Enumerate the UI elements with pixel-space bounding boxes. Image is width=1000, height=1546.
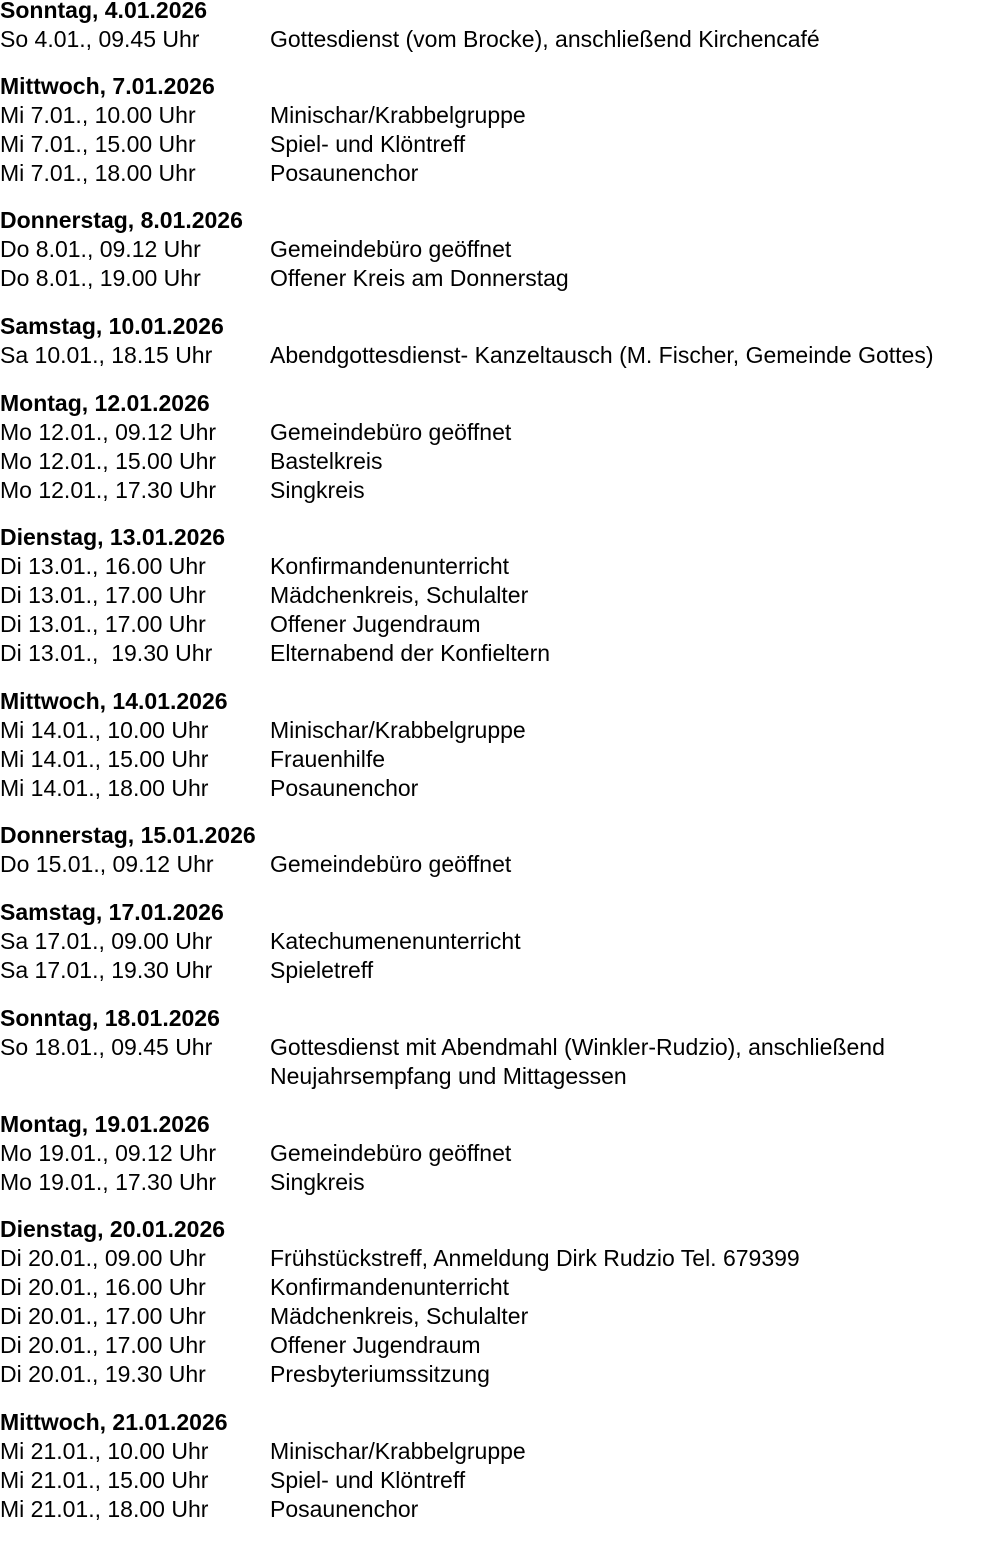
event-row [0,610,1000,639]
event-row [0,552,1000,581]
event-time: Do 15.01., 09.12 Uhr [0,851,214,877]
event-time: Di 13.01., 16.00 Uhr [0,553,206,579]
event-row [0,264,1000,293]
event-title: Posaunenchor [270,1496,419,1522]
event-title: Frauenhilfe [270,746,386,772]
event-title: Offener Kreis am Donnerstag [270,265,569,291]
day-block [0,206,1000,293]
event-title: Abendgottesdienst- Kanzeltausch (M. Fischer, Gemeinde Gottes) [270,342,934,368]
event-row [0,639,1000,668]
event-time: So 18.01., 09.45 Uhr [0,1034,213,1060]
event-title: Elternabend der Konfieltern [270,640,551,666]
event-title: Spieletreff [270,957,374,983]
event-title: Spiel- und Klöntreff [270,1467,466,1493]
event-title: Konfirmandenunterricht [270,1274,510,1300]
event-time: Sa 17.01., 19.30 Uhr [0,957,213,983]
event-time: Mi 7.01., 18.00 Uhr [0,160,196,186]
event-time: Sa 10.01., 18.15 Uhr [0,342,213,368]
day-heading: Mittwoch, 14.01.2026 [0,688,228,714]
day-heading: Samstag, 17.01.2026 [0,899,224,925]
event-row [0,1168,1000,1197]
event-row [0,25,1000,54]
day-heading: Montag, 12.01.2026 [0,390,210,416]
day-heading: Donnerstag, 15.01.2026 [0,822,256,848]
event-row [0,1437,1000,1466]
event-title: Singkreis [270,477,365,503]
day-heading: Mittwoch, 21.01.2026 [0,1409,228,1435]
event-time: Mi 7.01., 15.00 Uhr [0,131,196,157]
day-block [0,1408,1000,1524]
event-title: Mädchenkreis, Schulalter [270,582,529,608]
event-time: Mo 12.01., 09.12 Uhr [0,419,217,445]
event-row [0,1466,1000,1495]
event-time: Di 20.01., 19.30 Uhr [0,1361,206,1387]
event-time: Mo 12.01., 17.30 Uhr [0,477,217,503]
day-block [0,1004,1000,1091]
event-title: Gemeindebüro geöffnet [270,236,512,262]
event-time: Mi 21.01., 10.00 Uhr [0,1438,209,1464]
event-row [0,476,1000,505]
event-title: Offener Jugendraum [270,1332,481,1358]
event-time: Di 13.01., 17.00 Uhr [0,611,206,637]
event-title: Gemeindebüro geöffnet [270,851,512,877]
event-row [0,774,1000,803]
event-row [0,1273,1000,1302]
day-heading: Dienstag, 20.01.2026 [0,1216,226,1242]
event-time: Mi 21.01., 15.00 Uhr [0,1467,209,1493]
event-time: Di 20.01., 17.00 Uhr [0,1303,206,1329]
event-row [0,956,1000,985]
event-row [0,745,1000,774]
event-time: Mi 21.01., 18.00 Uhr [0,1496,209,1522]
day-block [0,898,1000,985]
event-time: Mo 12.01., 15.00 Uhr [0,448,217,474]
event-time: Sa 17.01., 09.00 Uhr [0,928,213,954]
event-row [0,1033,1000,1091]
day-block [0,1215,1000,1389]
event-row [0,341,1000,370]
event-row [0,1302,1000,1331]
event-time: Do 8.01., 09.12 Uhr [0,236,201,262]
event-title: Gottesdienst (vom Brocke), anschließend Kirchencafé [270,26,820,52]
event-time: Di 20.01., 16.00 Uhr [0,1274,206,1300]
day-heading: Dienstag, 13.01.2026 [0,524,226,550]
day-block [0,523,1000,668]
day-heading: Samstag, 10.01.2026 [0,313,224,339]
event-row [0,850,1000,879]
event-time: Di 13.01., 19.30 Uhr [0,640,213,666]
event-row [0,418,1000,447]
event-title: Offener Jugendraum [270,611,481,637]
day-block [0,389,1000,505]
day-heading: Sonntag, 18.01.2026 [0,1005,220,1031]
event-time: Do 8.01., 19.00 Uhr [0,265,201,291]
event-row [0,130,1000,159]
day-heading: Mittwoch, 7.01.2026 [0,73,215,99]
event-title: Bastelkreis [270,448,383,474]
event-title: Spiel- und Klöntreff [270,131,466,157]
day-block [0,0,1000,54]
event-title: Minischar/Krabbelgruppe [270,1438,526,1464]
event-row [0,1360,1000,1389]
event-time: Mi 14.01., 15.00 Uhr [0,746,209,772]
day-block [0,312,1000,370]
event-row [0,716,1000,745]
event-title: Katechumenenunterricht [270,928,521,954]
event-title: Posaunenchor [270,160,419,186]
event-title: Minischar/Krabbelgruppe [270,102,526,128]
event-time: Di 20.01., 17.00 Uhr [0,1332,206,1358]
day-heading: Montag, 19.01.2026 [0,1111,210,1137]
event-row [0,581,1000,610]
event-row [0,927,1000,956]
event-row [0,101,1000,130]
event-row [0,159,1000,188]
event-title: Gemeindebüro geöffnet [270,419,512,445]
event-title: Mädchenkreis, Schulalter [270,1303,529,1329]
event-title: Konfirmandenunterricht [270,553,510,579]
day-heading: Donnerstag, 8.01.2026 [0,207,243,233]
event-row [0,1331,1000,1360]
event-row [0,447,1000,476]
event-row [0,235,1000,264]
event-time: Mi 7.01., 10.00 Uhr [0,102,196,128]
event-row [0,1139,1000,1168]
event-title: Posaunenchor [270,775,419,801]
event-title: Gemeindebüro geöffnet [270,1140,512,1166]
day-block [0,821,1000,879]
event-row [0,1495,1000,1524]
event-time: So 4.01., 09.45 Uhr [0,26,200,52]
event-title: Gottesdienst mit Abendmahl (Winkler-Rudzio), anschließend Neujahrsempfang und Mittagessen [270,1034,885,1089]
event-time: Mo 19.01., 09.12 Uhr [0,1140,217,1166]
event-title: Singkreis [270,1169,365,1195]
day-block [0,72,1000,188]
event-row [0,1244,1000,1273]
event-title: Frühstückstreff, Anmeldung Dirk Rudzio Tel. 679399 [270,1245,800,1271]
day-block [0,687,1000,803]
event-time: Di 20.01., 09.00 Uhr [0,1245,206,1271]
event-time: Mi 14.01., 10.00 Uhr [0,717,209,743]
event-time: Di 13.01., 17.00 Uhr [0,582,206,608]
event-title: Presbyteriumssitzung [270,1361,490,1387]
day-heading: Sonntag, 4.01.2026 [0,0,208,23]
event-time: Mo 19.01., 17.30 Uhr [0,1169,217,1195]
event-time: Mi 14.01., 18.00 Uhr [0,775,209,801]
event-title: Minischar/Krabbelgruppe [270,717,526,743]
day-block [0,1110,1000,1197]
